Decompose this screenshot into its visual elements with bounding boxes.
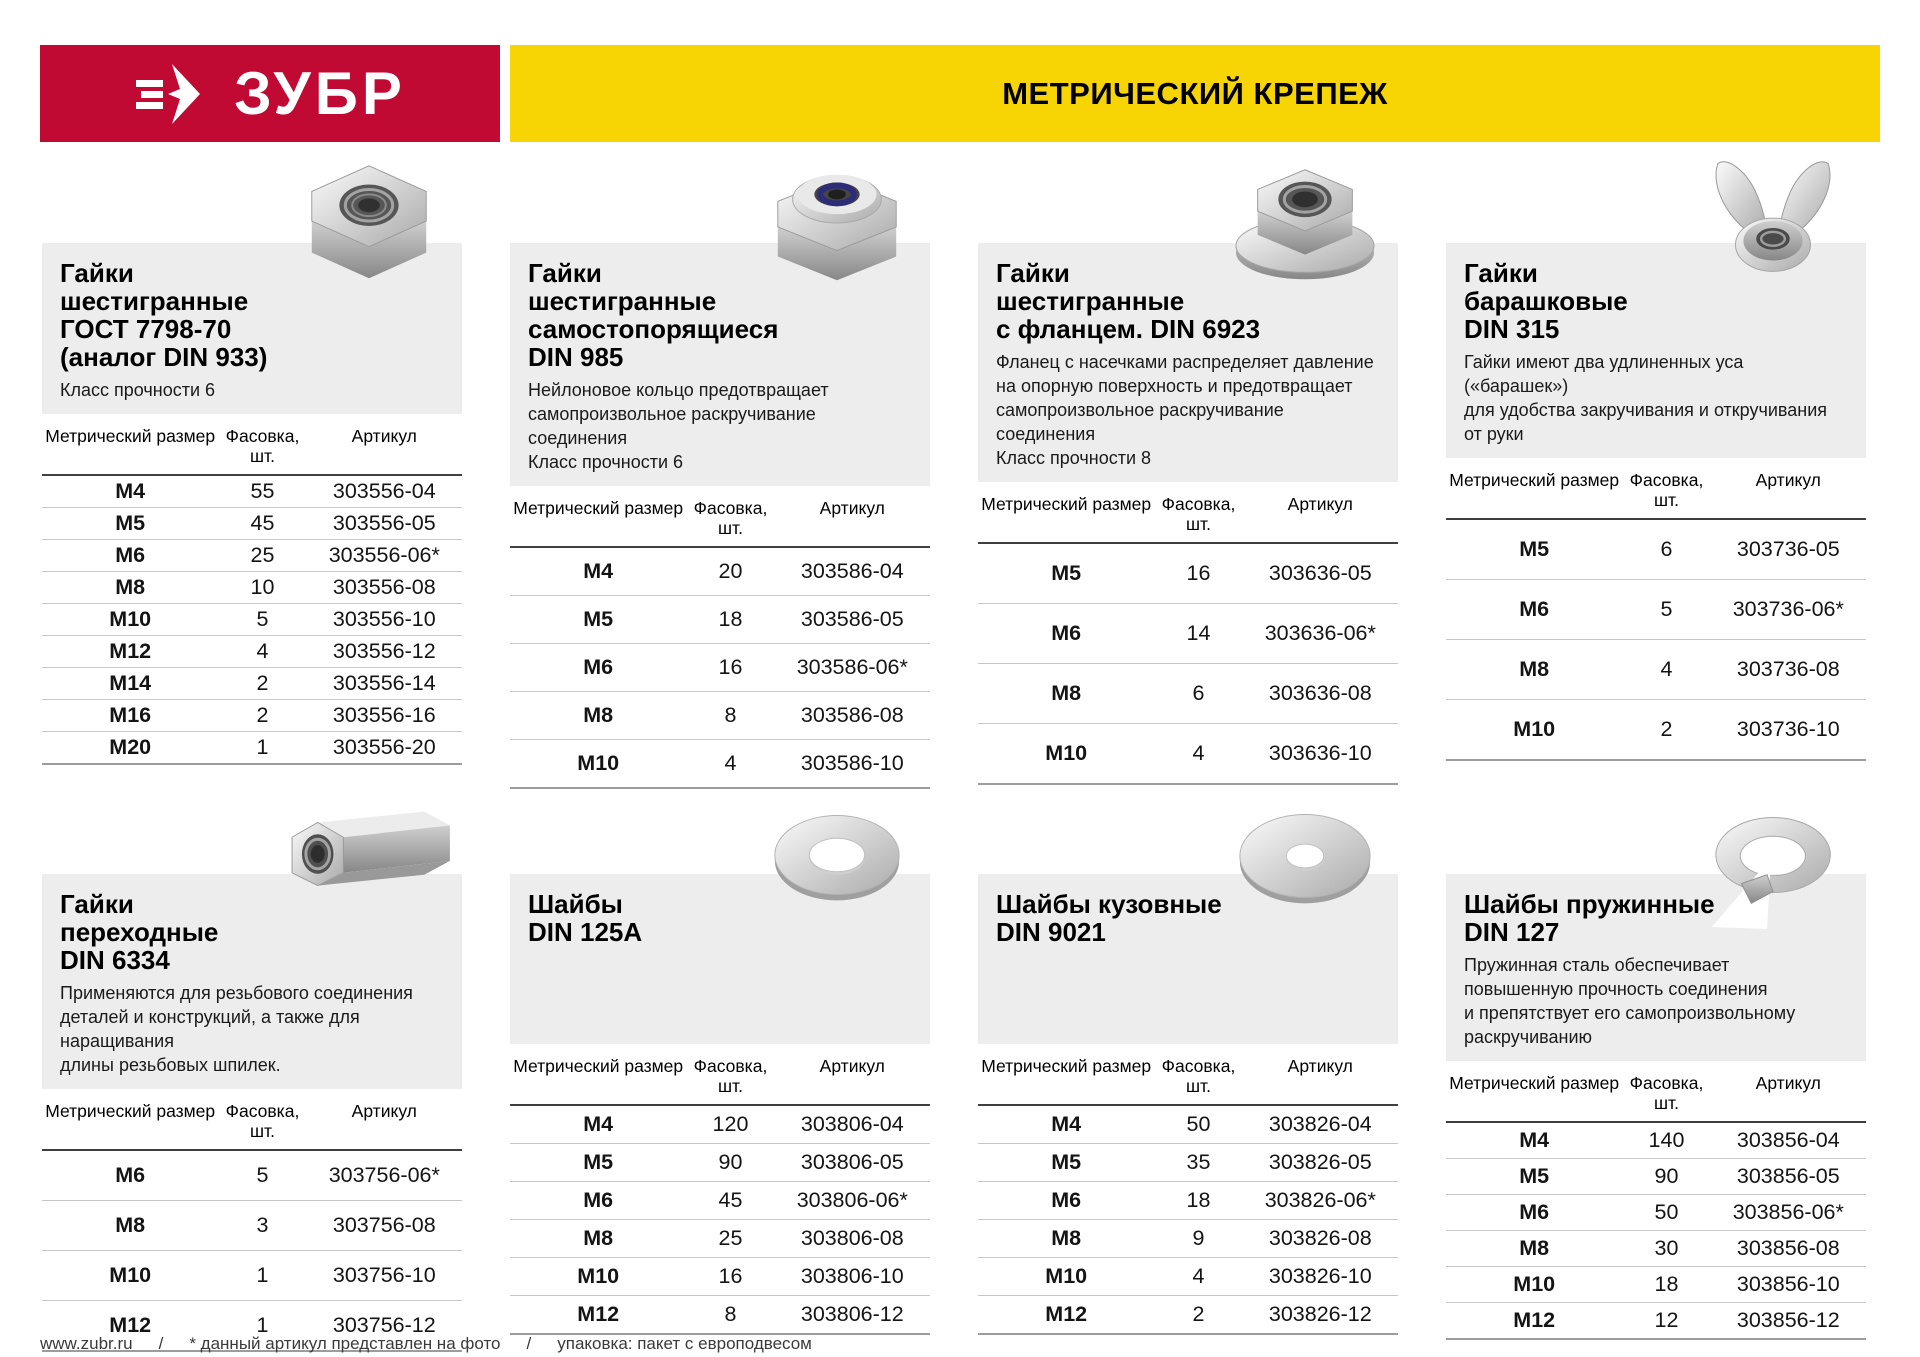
cell-article: 303556-08 (332, 575, 436, 599)
product-title: Шайбы DIN 125A (528, 889, 643, 947)
cell-size: М14 (109, 671, 152, 695)
cell-size: М6 (1051, 621, 1082, 645)
cell-article: 303756-06* (328, 1163, 440, 1187)
product-description: Применяются для резьбового соединения деталей и конструкций, а также для наращивания длины резьбовых шпилек. (60, 983, 413, 1075)
cell-article: 303636-08 (1268, 681, 1372, 705)
cell-pack-qty: 8 (724, 1302, 737, 1326)
table-row (1446, 640, 1866, 700)
cell-article: 303856-12 (1736, 1308, 1840, 1332)
cell-size: М6 (583, 655, 614, 679)
product-table (42, 420, 462, 765)
table-row (42, 636, 462, 668)
flange-nut-photo (1216, 150, 1394, 298)
product-table (510, 1050, 930, 1335)
cell-size: М5 (115, 511, 146, 535)
cell-size: М8 (115, 575, 146, 599)
product-card (978, 150, 1398, 785)
cell-pack-qty: 10 (250, 575, 275, 599)
cell-size: М10 (109, 1263, 152, 1287)
table-row (1446, 1303, 1866, 1340)
cell-pack-qty: 2 (256, 703, 269, 727)
brand-name: ЗУБР (234, 59, 406, 127)
product-card (1446, 781, 1866, 1340)
table-row (510, 1258, 930, 1296)
cell-article: 303856-05 (1736, 1164, 1840, 1188)
table-row (42, 475, 462, 508)
column-header-size: Метрический размер (513, 498, 684, 518)
cell-pack-qty: 4 (1660, 657, 1673, 681)
cell-pack-qty: 45 (250, 511, 275, 535)
table-row (42, 540, 462, 572)
table-row (1446, 580, 1866, 640)
column-header-size: Метрический размер (45, 1101, 216, 1121)
table-row (978, 543, 1398, 604)
column-header-pack: Фасовка, шт. (1629, 1073, 1704, 1113)
table-row (510, 1220, 930, 1258)
column-header-size: Метрический размер (513, 1056, 684, 1076)
cell-article: 303556-12 (332, 639, 436, 663)
footnote-packaging: упаковка: пакет с европодвесом (557, 1334, 812, 1353)
column-header-pack: Фасовка, шт. (225, 1101, 300, 1141)
column-header-pack: Фасовка, шт. (693, 498, 768, 538)
product-card (42, 781, 462, 1352)
cell-article: 303806-06* (796, 1188, 908, 1212)
cell-pack-qty: 55 (250, 479, 275, 503)
cell-size: М10 (1045, 1264, 1088, 1288)
cell-size: М4 (115, 479, 146, 503)
table-row (510, 644, 930, 692)
cell-pack-qty: 45 (718, 1188, 743, 1212)
table-row (42, 1201, 462, 1251)
cell-size: М8 (115, 1213, 146, 1237)
table-row (1446, 1195, 1866, 1231)
column-header-size: Метрический размер (1449, 470, 1620, 490)
cell-article: 303586-08 (800, 703, 904, 727)
product-title: Гайки шестигранные самостопорящиеся DIN 985 (528, 258, 779, 372)
product-description: Гайки имеют два удлиненных уса («барашек») для удобства закручивания и откручивания от руки (1464, 352, 1828, 444)
cell-pack-qty: 25 (718, 1226, 743, 1250)
table-row (978, 1182, 1398, 1220)
cell-pack-qty: 18 (1654, 1272, 1679, 1296)
nylon-lock-nut-photo (748, 150, 926, 298)
cell-size: М12 (1045, 1302, 1088, 1326)
flat-washer-photo (748, 781, 926, 929)
product-title: Гайки переходные DIN 6334 (60, 889, 219, 975)
page-footer (40, 1334, 812, 1354)
cell-article: 303826-04 (1268, 1112, 1372, 1136)
cell-pack-qty: 6 (1192, 681, 1205, 705)
brand-block (40, 45, 500, 142)
cell-article: 303556-04 (332, 479, 436, 503)
cell-size: М20 (109, 735, 152, 759)
hex-nut-photo (280, 150, 458, 298)
cell-size: М6 (1051, 1188, 1082, 1212)
product-description: Нейлоновое кольцо предотвращает самопроизвольное раскручивание соединения Класс прочности 6 (528, 380, 829, 472)
cell-pack-qty: 4 (256, 639, 269, 663)
table-row (978, 1144, 1398, 1182)
product-card (978, 781, 1398, 1335)
product-table (978, 488, 1398, 785)
cell-size: М5 (583, 1150, 614, 1174)
cell-size: М10 (109, 607, 152, 631)
column-header-article: Артикул (1755, 1073, 1821, 1093)
table-row (978, 664, 1398, 724)
cell-pack-qty: 8 (724, 703, 737, 727)
cell-article: 303556-05 (332, 511, 436, 535)
table-row (510, 596, 930, 644)
cell-size: М10 (1513, 717, 1556, 741)
product-table (510, 492, 930, 789)
table-row (510, 692, 930, 740)
cell-pack-qty: 120 (712, 1112, 749, 1136)
cell-pack-qty: 2 (1660, 717, 1673, 741)
table-row (42, 1251, 462, 1301)
cell-article: 303586-10 (800, 751, 904, 775)
footer-separator: / (526, 1334, 532, 1353)
cell-article: 303556-16 (332, 703, 436, 727)
fender-washer-photo (1216, 781, 1394, 929)
table-row (1446, 1159, 1866, 1195)
cell-pack-qty: 3 (256, 1213, 269, 1237)
cell-size: М12 (1513, 1308, 1556, 1332)
cell-pack-qty: 1 (256, 1313, 269, 1337)
cell-pack-qty: 16 (1186, 561, 1211, 585)
cell-size: М8 (583, 703, 614, 727)
cell-pack-qty: 25 (250, 543, 275, 567)
cell-size: М6 (115, 1163, 146, 1187)
product-title: Гайки шестигранные ГОСТ 7798-70 (аналог DIN 933) (60, 258, 268, 372)
column-header-article: Артикул (1755, 470, 1821, 490)
column-header-article: Артикул (351, 426, 417, 446)
cell-article: 303556-06* (328, 543, 440, 567)
cell-pack-qty: 4 (1192, 741, 1205, 765)
table-row (978, 724, 1398, 785)
table-row (1446, 700, 1866, 761)
product-card (510, 781, 930, 1335)
cell-article: 303806-05 (800, 1150, 904, 1174)
cell-size: М10 (1045, 741, 1088, 765)
wing-nut-photo (1684, 150, 1862, 298)
cell-pack-qty: 30 (1654, 1236, 1679, 1260)
cell-size: М4 (583, 559, 614, 583)
cell-pack-qty: 50 (1654, 1200, 1679, 1224)
column-header-article: Артикул (819, 1056, 885, 1076)
cell-article: 303586-05 (800, 607, 904, 631)
cell-size: М6 (115, 543, 146, 567)
table-row (978, 604, 1398, 664)
footnote-asterisk: * данный артикул представлен на фото (189, 1334, 501, 1353)
cell-article: 303756-08 (332, 1213, 436, 1237)
table-row (510, 1296, 930, 1335)
site-url: www.zubr.ru (40, 1334, 133, 1353)
cell-pack-qty: 2 (1192, 1302, 1205, 1326)
page-header (510, 45, 1880, 142)
cell-article: 303856-08 (1736, 1236, 1840, 1260)
cell-pack-qty: 6 (1660, 537, 1673, 561)
cell-pack-qty: 5 (1660, 597, 1673, 621)
product-title: Шайбы кузовные DIN 9021 (996, 889, 1222, 947)
cell-article: 303856-04 (1736, 1128, 1840, 1152)
product-description: Фланец с насечками распределяет давление на опорную поверхность и предотвращает самопроизвольное раскручивание соединения Класс прочности 8 (996, 352, 1374, 468)
cell-article: 303556-10 (332, 607, 436, 631)
cell-size: М5 (1051, 1150, 1082, 1174)
table-row (510, 547, 930, 596)
cell-size: М5 (1519, 537, 1550, 561)
column-header-article: Артикул (351, 1101, 417, 1121)
cell-pack-qty: 5 (256, 1163, 269, 1187)
cell-pack-qty: 9 (1192, 1226, 1205, 1250)
cell-article: 303826-06* (1264, 1188, 1376, 1212)
cell-article: 303636-05 (1268, 561, 1372, 585)
table-row (510, 1182, 930, 1220)
cell-pack-qty: 5 (256, 607, 269, 631)
cell-article: 303856-06* (1732, 1200, 1844, 1224)
table-row (510, 1105, 930, 1144)
cell-size: М12 (109, 639, 152, 663)
cell-article: 303736-05 (1736, 537, 1840, 561)
table-row (978, 1105, 1398, 1144)
table-row (510, 1144, 930, 1182)
table-row (978, 1296, 1398, 1335)
column-header-pack: Фасовка, шт. (225, 426, 300, 466)
cell-article: 303586-04 (800, 559, 904, 583)
table-row (978, 1220, 1398, 1258)
cell-pack-qty: 1 (256, 1263, 269, 1287)
cell-article: 303736-08 (1736, 657, 1840, 681)
cell-pack-qty: 90 (718, 1150, 743, 1174)
page-title: МЕТРИЧЕСКИЙ КРЕПЕЖ (1002, 75, 1388, 111)
column-header-size: Метрический размер (45, 426, 216, 446)
cell-pack-qty: 16 (718, 1264, 743, 1288)
product-description: Пружинная сталь обеспечивает повышенную прочность соединения и препятствует его самопроизвольному раскручиванию (1464, 955, 1796, 1047)
cell-pack-qty: 4 (1192, 1264, 1205, 1288)
product-table (978, 1050, 1398, 1335)
cell-size: М5 (1519, 1164, 1550, 1188)
cell-pack-qty: 12 (1654, 1308, 1679, 1332)
cell-article: 303826-08 (1268, 1226, 1372, 1250)
table-row (42, 604, 462, 636)
cell-pack-qty: 20 (718, 559, 743, 583)
cell-size: М10 (1513, 1272, 1556, 1296)
cell-pack-qty: 16 (718, 655, 743, 679)
cell-size: М8 (1519, 657, 1550, 681)
cell-size: М4 (1051, 1112, 1082, 1136)
column-header-article: Артикул (819, 498, 885, 518)
product-table (1446, 1067, 1866, 1340)
column-header-size: Метрический размер (981, 1056, 1152, 1076)
cell-pack-qty: 14 (1186, 621, 1211, 645)
cell-size: М5 (583, 607, 614, 631)
table-row (1446, 1267, 1866, 1303)
cell-size: М10 (577, 1264, 620, 1288)
table-row (1446, 519, 1866, 580)
cell-article: 303826-12 (1268, 1302, 1372, 1326)
product-table (42, 1095, 462, 1352)
cell-article: 303806-10 (800, 1264, 904, 1288)
footer-separator: / (158, 1334, 164, 1353)
cell-article: 303806-12 (800, 1302, 904, 1326)
column-header-pack: Фасовка, шт. (1161, 494, 1236, 534)
cell-pack-qty: 4 (724, 751, 737, 775)
cell-article: 303736-06* (1732, 597, 1844, 621)
cell-size: М4 (583, 1112, 614, 1136)
cell-article: 303586-06* (796, 655, 908, 679)
cell-article: 303806-04 (800, 1112, 904, 1136)
cell-pack-qty: 18 (1186, 1188, 1211, 1212)
cell-size: М8 (1051, 1226, 1082, 1250)
table-row (1446, 1122, 1866, 1159)
spring-washer-photo (1684, 781, 1862, 929)
product-title: Гайки шестигранные с фланцем. DIN 6923 (996, 258, 1261, 344)
cell-article: 303856-10 (1736, 1272, 1840, 1296)
cell-article: 303806-08 (800, 1226, 904, 1250)
cell-size: М8 (1051, 681, 1082, 705)
coupling-nut-photo (280, 781, 458, 929)
cell-size: М12 (109, 1313, 152, 1337)
table-row (42, 572, 462, 604)
cell-pack-qty: 140 (1648, 1128, 1685, 1152)
cell-size: М5 (1051, 561, 1082, 585)
cell-size: М8 (1519, 1236, 1550, 1260)
zubr-logo-icon (134, 63, 218, 125)
cell-size: М6 (1519, 597, 1550, 621)
cell-article: 303636-10 (1268, 741, 1372, 765)
column-header-pack: Фасовка, шт. (693, 1056, 768, 1096)
cell-article: 303556-14 (332, 671, 436, 695)
product-card (510, 150, 930, 789)
product-card (42, 150, 462, 765)
table-row (1446, 1231, 1866, 1267)
cell-article: 303756-10 (332, 1263, 436, 1287)
table-row (42, 508, 462, 540)
column-header-article: Артикул (1287, 494, 1353, 514)
cell-size: М6 (1519, 1200, 1550, 1224)
table-row (42, 732, 462, 765)
column-header-pack: Фасовка, шт. (1161, 1056, 1236, 1096)
column-header-size: Метрический размер (1449, 1073, 1620, 1093)
cell-article: 303636-06* (1264, 621, 1376, 645)
cell-pack-qty: 1 (256, 735, 269, 759)
cell-size: М10 (577, 751, 620, 775)
column-header-size: Метрический размер (981, 494, 1152, 514)
cell-pack-qty: 18 (718, 607, 743, 631)
cell-article: 303826-10 (1268, 1264, 1372, 1288)
cell-size: М6 (583, 1188, 614, 1212)
cell-article: 303556-20 (332, 735, 436, 759)
product-description: Класс прочности 6 (60, 380, 216, 400)
column-header-article: Артикул (1287, 1056, 1353, 1076)
cell-article: 303756-12 (332, 1313, 436, 1337)
cell-size: М16 (109, 703, 152, 727)
table-row (42, 1150, 462, 1201)
cell-pack-qty: 90 (1654, 1164, 1679, 1188)
product-title: Шайбы пружинные DIN 127 (1464, 889, 1715, 947)
cell-pack-qty: 35 (1186, 1150, 1211, 1174)
cell-size: М4 (1519, 1128, 1550, 1152)
product-card (1446, 150, 1866, 761)
cell-article: 303826-05 (1268, 1150, 1372, 1174)
column-header-pack: Фасовка, шт. (1629, 470, 1704, 510)
product-title: Гайки барашковые DIN 315 (1464, 258, 1628, 344)
cell-pack-qty: 2 (256, 671, 269, 695)
table-row (42, 668, 462, 700)
product-table (1446, 464, 1866, 761)
cell-pack-qty: 50 (1186, 1112, 1211, 1136)
table-row (978, 1258, 1398, 1296)
table-row (42, 700, 462, 732)
cell-size: М12 (577, 1302, 620, 1326)
cell-size: М8 (583, 1226, 614, 1250)
cell-article: 303736-10 (1736, 717, 1840, 741)
